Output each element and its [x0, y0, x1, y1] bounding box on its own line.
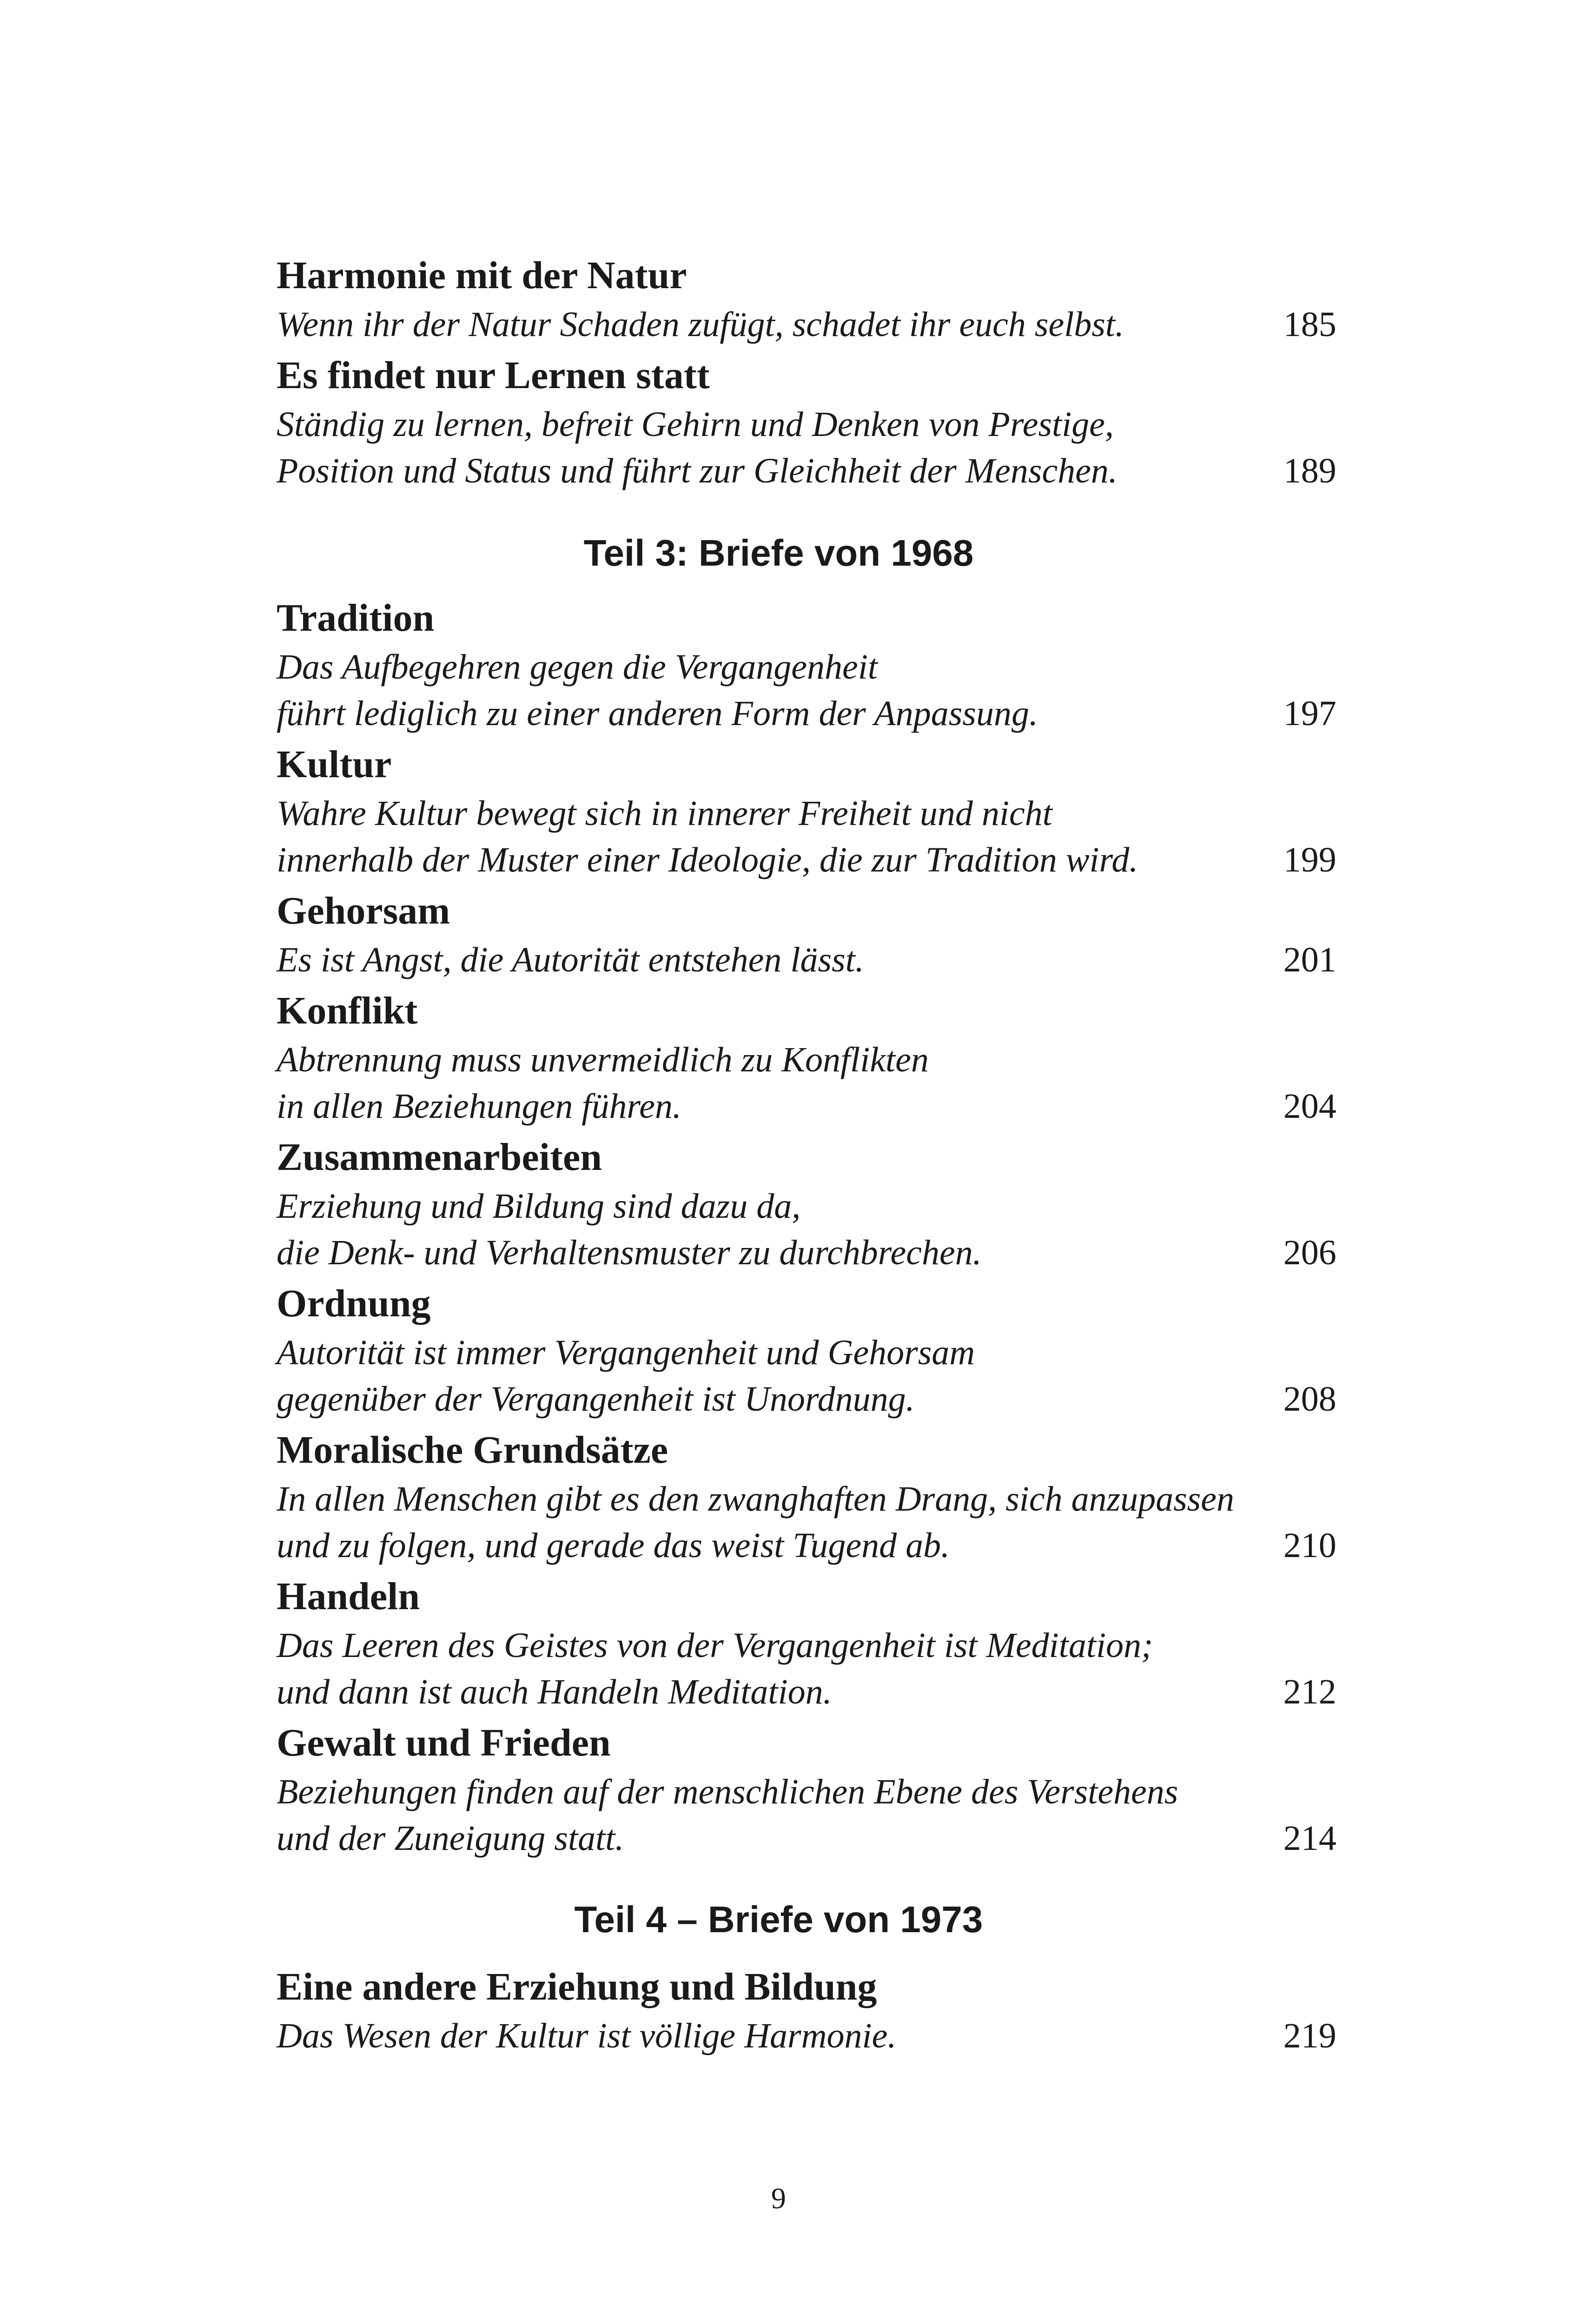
entry-title: Eine andere Erziehung und Bildung	[277, 1965, 877, 2008]
entry-title: Zusammenarbeiten	[277, 1136, 602, 1179]
entry-title: Es findet nur Lernen statt	[277, 354, 710, 397]
entry-title: Handeln	[277, 1575, 420, 1618]
entry-page-number: 212	[1283, 1672, 1336, 1711]
entry-description: In allen Menschen gibt es den zwanghaften Drang, sich anzupassen	[277, 1479, 1235, 1519]
entry-page-number: 189	[1283, 451, 1336, 490]
entry-description: gegenüber der Vergangenheit ist Unordnung.	[277, 1380, 915, 1419]
entry-title: Kultur	[277, 743, 392, 786]
entry-page-number: 219	[1283, 2016, 1336, 2055]
entry-description: Beziehungen finden auf der menschlichen Ebene des Verstehens	[277, 1772, 1178, 1811]
entry-description: Erziehung und Bildung sind dazu da,	[277, 1187, 801, 1226]
entry-page-number: 208	[1283, 1380, 1336, 1419]
entry-description: und der Zuneigung statt.	[277, 1819, 624, 1858]
entry-description: führt lediglich zu einer anderen Form der Anpassung.	[277, 694, 1038, 733]
part-heading: Teil 4 – Briefe von 1973	[574, 1899, 983, 1940]
entry-page-number: 199	[1283, 840, 1336, 879]
entry-page-number: 210	[1283, 1526, 1336, 1565]
entry-description: Autorität ist immer Vergangenheit und Gehorsam	[277, 1333, 975, 1372]
entry-description: Wenn ihr der Natur Schaden zufügt, schadet ihr euch selbst.	[277, 305, 1124, 344]
entry-title: Ordnung	[277, 1282, 431, 1325]
entry-title: Gehorsam	[277, 889, 450, 932]
entry-page-number: 206	[1283, 1233, 1336, 1272]
entry-page-number: 185	[1283, 305, 1336, 344]
entry-title: Konflikt	[277, 989, 418, 1032]
entry-page-number: 204	[1283, 1087, 1336, 1126]
entry-page-number: 201	[1283, 940, 1336, 979]
entry-description: Abtrennung muss unvermeidlich zu Konflikten	[277, 1040, 929, 1079]
entry-description: innerhalb der Muster einer Ideologie, die zur Tradition wird.	[277, 840, 1138, 879]
entry-page-number: 197	[1283, 694, 1336, 733]
page-number: 9	[771, 2182, 786, 2215]
entry-page-number: 214	[1283, 1819, 1336, 1858]
entry-description: Es ist Angst, die Autorität entstehen lässt.	[277, 940, 864, 979]
entry-description: Position und Status und führt zur Gleichheit der Menschen.	[277, 451, 1118, 490]
entry-description: Das Leeren des Geistes von der Vergangenheit ist Meditation;	[277, 1626, 1153, 1665]
entry-title: Harmonie mit der Natur	[277, 254, 687, 297]
entry-description: Wahre Kultur bewegt sich in innerer Freiheit und nicht	[277, 794, 1052, 833]
entry-description: Ständig zu lernen, befreit Gehirn und Denken von Prestige,	[277, 405, 1114, 444]
entry-description: Das Aufbegehren gegen die Vergangenheit	[277, 647, 878, 687]
entry-description: und dann ist auch Handeln Meditation.	[277, 1672, 832, 1711]
entry-description: Das Wesen der Kultur ist völlige Harmonie.	[277, 2016, 897, 2055]
entry-title: Gewalt und Frieden	[277, 1721, 611, 1764]
entry-description: die Denk- und Verhaltensmuster zu durchbrechen.	[277, 1233, 982, 1272]
entry-description: und zu folgen, und gerade das weist Tugend ab.	[277, 1526, 950, 1565]
part-heading: Teil 3: Briefe von 1968	[583, 532, 974, 574]
entry-title: Tradition	[277, 596, 435, 640]
entry-description: in allen Beziehungen führen.	[277, 1087, 681, 1126]
entry-title: Moralische Grundsätze	[277, 1428, 668, 1472]
